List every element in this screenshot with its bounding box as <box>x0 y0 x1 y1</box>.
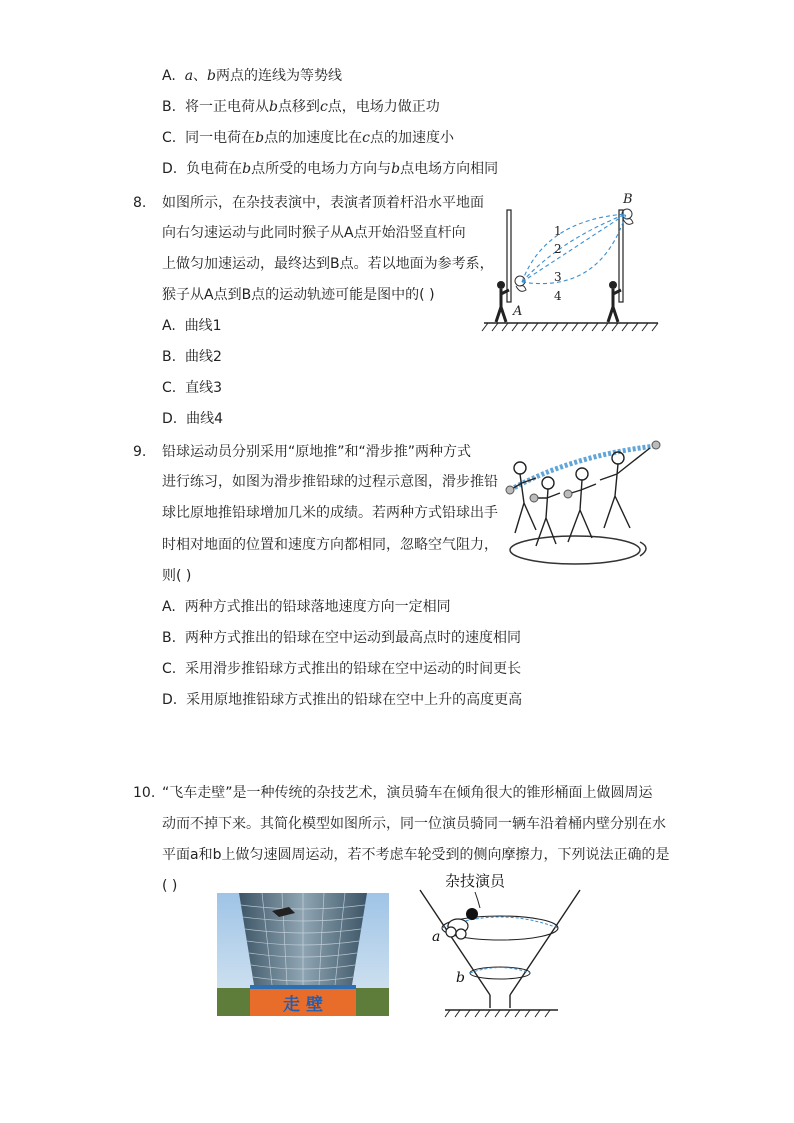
q9-stem-line-3: 球比原地推铅球增加几米的成绩。若两种方式铅球出手 <box>162 505 498 521</box>
q8-option-d: D. 曲线4 <box>162 411 224 427</box>
q8-stem-line-4: 猴子从A点到B点的运动轨迹可能是图中的( ) <box>162 287 435 303</box>
q8-option-c: C. 直线3 <box>162 380 223 396</box>
q8-number: 8. <box>133 195 147 211</box>
curve-label-2: 2 <box>554 242 562 256</box>
q7-option-d: D. 负电荷在b点所受的电场力方向与b点电场方向相同 <box>162 161 499 177</box>
q9-number: 9. <box>133 444 147 460</box>
q10-number: 10. <box>133 785 156 801</box>
q9-stem-line-1: 铅球运动员分别采用“原地推”和“滑步推”两种方式 <box>162 444 472 460</box>
q9-option-d: D. 采用原地推铅球方式推出的铅球在空中上升的高度更高 <box>162 692 523 708</box>
q9-stem-line-5: 则( ) <box>162 568 192 584</box>
plane-a-label: a <box>432 929 441 945</box>
q8-stem-line-2: 向右匀速运动与此同时猴子从A点开始沿竖直杆向 <box>162 225 466 241</box>
q9-stem-line-2: 进行练习，如图为滑步推铅球的过程示意图，滑步推铅 <box>162 474 498 490</box>
q8-figure-monkey-pole <box>480 190 665 340</box>
q10-figure-cone-model <box>420 868 590 1023</box>
photo-sign-text: 走 壁 <box>283 995 323 1015</box>
q10-photo-flying-car-wall <box>217 893 389 1016</box>
point-b-label: B <box>623 192 633 207</box>
q7-option-a: A. a、b两点的连线为等势线 <box>162 68 343 84</box>
curve-label-3: 3 <box>554 270 562 284</box>
q9-stem-line-4: 时相对地面的位置和速度方向都相同，忽略空气阻力， <box>162 537 498 553</box>
q8-stem-line-3: 上做匀加速运动，最终达到B点。若以地面为参考系， <box>162 256 494 272</box>
q10-stem-line-3: 平面a和b上做匀速圆周运动，若不考虑车轮受到的侧向摩擦力，下列说法正确的是 <box>162 847 670 863</box>
curve-label-1: 1 <box>554 224 562 238</box>
q8-stem-line-1: 如图所示，在杂技表演中，表演者顶着杆沿水平地面 <box>162 195 484 211</box>
acrobat-label: 杂技演员 <box>445 872 506 890</box>
q10-stem-line-2: 动而不掉下来。其简化模型如图所示，同一位演员骑同一辆车沿着桶内壁分别在水 <box>162 816 666 832</box>
q9-option-a: A. 两种方式推出的铅球落地速度方向一定相同 <box>162 599 451 615</box>
plane-b-label: b <box>456 970 465 986</box>
q9-option-b: B. 两种方式推出的铅球在空中运动到最高点时的速度相同 <box>162 630 521 646</box>
point-a-label: A <box>513 304 523 319</box>
q9-option-c: C. 采用滑步推铅球方式推出的铅球在空中运动的时间更长 <box>162 661 522 677</box>
q10-stem-line-1: “飞车走壁”是一种传统的杂技艺术，演员骑车在倾角很大的锥形桶面上做圆周运 <box>162 785 653 801</box>
q8-option-b: B. 曲线2 <box>162 349 222 365</box>
q10-stem-line-4: ( ) <box>162 878 178 894</box>
q8-option-a: A. 曲线1 <box>162 318 222 334</box>
q9-figure-shot-put <box>500 438 665 568</box>
q7-option-b: B. 将一正电荷从b点移到c点，电场力做正功 <box>162 99 440 115</box>
q7-option-c: C. 同一电荷在b点的加速度比在c点的加速度小 <box>162 130 454 146</box>
curve-label-4: 4 <box>554 289 562 303</box>
